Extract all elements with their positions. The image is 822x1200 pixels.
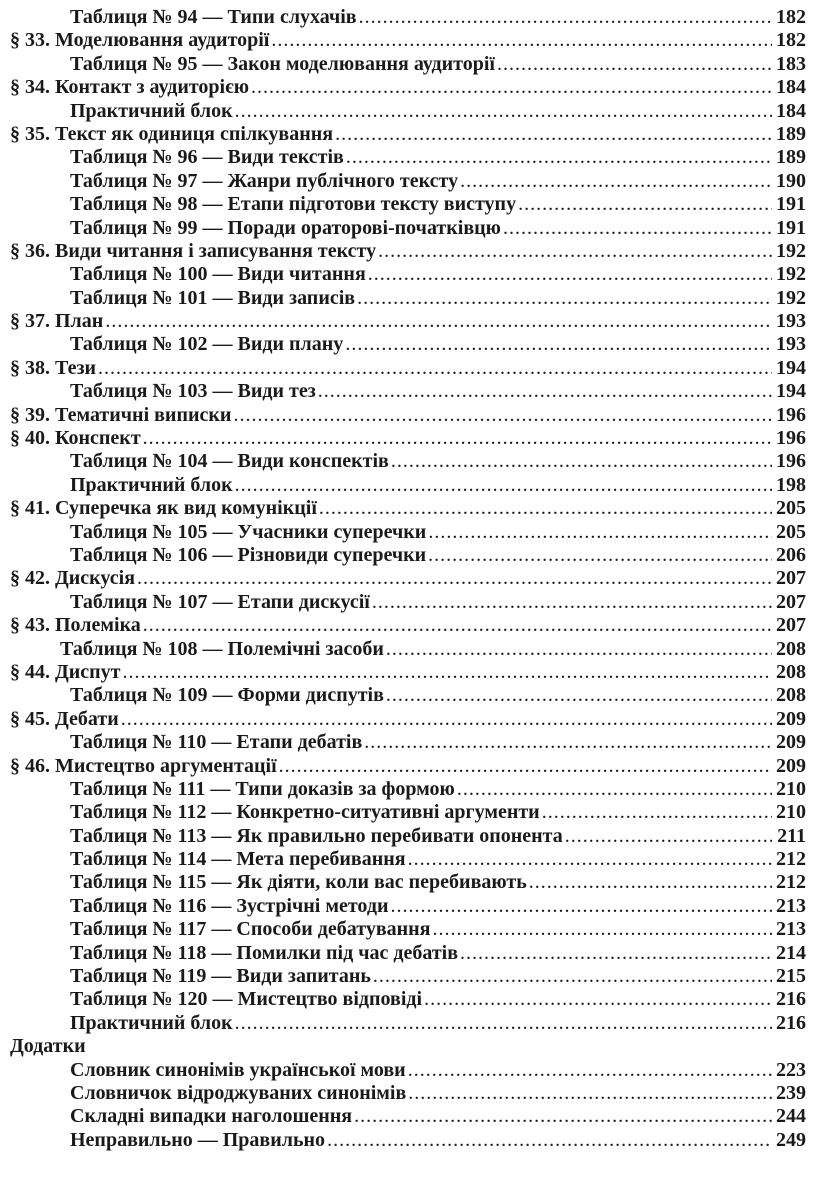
- toc-dot-leader: [408, 848, 772, 871]
- toc-entry: [0, 474, 822, 497]
- toc-page-number: 191: [776, 216, 806, 239]
- toc-page-number: 210: [776, 801, 806, 824]
- toc-page-number: 196: [776, 427, 806, 450]
- toc-page-number: 208: [776, 684, 806, 707]
- toc-dot-leader: [271, 29, 772, 52]
- toc-dot-leader: [143, 614, 772, 637]
- toc-dot-leader: [497, 53, 772, 76]
- toc-entry-title: Практичний блок: [70, 473, 233, 496]
- toc-page-number: 182: [776, 29, 806, 52]
- toc-entry-title: Таблиця № 113 — Як правильно перебивати опонента: [70, 824, 563, 847]
- toc-entry: [0, 965, 822, 988]
- toc-dot-leader: [137, 567, 772, 590]
- toc-entry: [0, 918, 822, 941]
- toc-dot-leader: [373, 965, 772, 988]
- toc-section-heading: [0, 1035, 822, 1058]
- toc-entry: [0, 684, 822, 707]
- toc-entry-title: § 37. План: [10, 310, 104, 333]
- toc-dot-leader: [235, 100, 772, 123]
- toc-page-number: 196: [776, 450, 806, 473]
- toc-page-number: 210: [776, 777, 806, 800]
- toc-entry-title: § 40. Конспект: [10, 427, 141, 450]
- toc-entry-title: Таблиця № 108 — Полемічні засоби: [60, 637, 384, 660]
- toc-entry-title: § 33. Моделювання аудиторії: [10, 29, 270, 52]
- toc-entry-title: § 41. Суперечка як вид комунікції: [10, 497, 317, 520]
- toc-dot-leader: [357, 287, 772, 310]
- toc-entry-title: Таблиця № 118 — Помилки під час дебатів: [70, 941, 459, 964]
- toc-entry-title: Таблиця № 107 — Етапи дискусії: [70, 590, 370, 613]
- toc-entry-title: Практичний блок: [70, 1011, 233, 1034]
- toc-entry-title: § 38. Тези: [10, 356, 97, 379]
- toc-entry-title: Таблиця № 120 — Мистецтво відповіді: [70, 988, 423, 1011]
- toc-dot-leader: [378, 240, 772, 263]
- toc-dot-leader: [460, 942, 772, 965]
- toc-entry-title: Практичний блок: [70, 99, 233, 122]
- toc-entry: [0, 544, 822, 567]
- toc-dot-leader: [98, 357, 772, 380]
- toc-page-number: 194: [776, 380, 806, 403]
- toc-entry-title: Таблиця № 106 — Різновиди суперечки: [70, 543, 427, 566]
- toc-entry-title: Таблиця № 119 — Види запитань: [70, 965, 371, 988]
- toc-page-number: 215: [776, 965, 806, 988]
- toc-entry: [0, 357, 822, 380]
- toc-dot-leader: [327, 1129, 772, 1152]
- toc-dot-leader: [457, 778, 772, 801]
- table-of-contents: [0, 6, 822, 1152]
- toc-entry: [0, 988, 822, 1011]
- toc-entry-title: Таблиця № 109 — Форми диспутів: [70, 684, 384, 707]
- toc-entry: [0, 591, 822, 614]
- toc-entry: [0, 1059, 822, 1082]
- toc-dot-leader: [390, 895, 772, 918]
- toc-entry: [0, 404, 822, 427]
- document-page: [0, 6, 822, 1200]
- toc-page-number: 198: [776, 473, 806, 496]
- toc-dot-leader: [428, 521, 772, 544]
- toc-page-number: 189: [776, 146, 806, 169]
- toc-dot-leader: [368, 263, 772, 286]
- toc-page-number: 209: [776, 707, 806, 730]
- toc-page-number: 189: [776, 122, 806, 145]
- toc-entry: [0, 731, 822, 754]
- toc-entry-title: § 34. Контакт з аудиторією: [10, 76, 250, 99]
- toc-page-number: 239: [776, 1081, 806, 1104]
- toc-page-number: 207: [776, 590, 806, 613]
- toc-dot-leader: [424, 988, 772, 1011]
- toc-entry: [0, 871, 822, 894]
- toc-dot-leader: [460, 170, 772, 193]
- toc-dot-leader: [318, 380, 772, 403]
- toc-page-number: 192: [776, 286, 806, 309]
- toc-page-number: 209: [776, 754, 806, 777]
- toc-entry: [0, 146, 822, 169]
- toc-dot-leader: [364, 731, 772, 754]
- toc-dot-leader: [123, 661, 772, 684]
- toc-dot-leader: [235, 474, 772, 497]
- toc-page-number: 209: [776, 731, 806, 754]
- toc-dot-leader: [251, 76, 772, 99]
- toc-entry-title: Словник синонімів української мови: [70, 1058, 406, 1081]
- toc-page-number: 207: [776, 567, 806, 590]
- toc-entry-title: Таблиця № 102 — Види плану: [70, 333, 344, 356]
- toc-entry: [0, 76, 822, 99]
- toc-entry-title: § 46. Мистецтво аргументації: [10, 754, 277, 777]
- toc-entry-title: § 42. Дискусія: [10, 567, 136, 590]
- toc-entry: [0, 942, 822, 965]
- toc-entry-title: Таблиця № 104 — Види конспектів: [70, 450, 389, 473]
- toc-entry: [0, 310, 822, 333]
- toc-entry: [0, 1105, 822, 1128]
- toc-page-number: 191: [776, 193, 806, 216]
- toc-entry-title: § 45. Дебати: [10, 707, 119, 730]
- toc-dot-leader: [279, 755, 772, 778]
- toc-entry-title: Таблиця № 112 — Конкретно-ситуативні аргументи: [70, 801, 540, 824]
- toc-entry-title: Таблиця № 105 — Учасники суперечки: [70, 520, 427, 543]
- toc-entry-title: § 36. Види читання і записування тексту: [10, 239, 377, 262]
- toc-dot-leader: [235, 1012, 772, 1035]
- toc-page-number: 244: [776, 1105, 806, 1128]
- toc-page-number: 207: [776, 614, 806, 637]
- toc-dot-leader: [359, 6, 772, 29]
- toc-page-number: 193: [776, 310, 806, 333]
- toc-entry: [0, 848, 822, 871]
- toc-dot-leader: [346, 146, 772, 169]
- toc-page-number: 216: [776, 1011, 806, 1034]
- toc-entry: [0, 123, 822, 146]
- toc-entry: [0, 170, 822, 193]
- toc-entry: [0, 895, 822, 918]
- toc-entry-title: § 44. Диспут: [10, 660, 121, 683]
- toc-entry-title: Таблиця № 100 — Види читання: [70, 263, 366, 286]
- toc-entry-title: Таблиця № 95 — Закон моделювання аудиторії: [70, 52, 495, 75]
- toc-entry-title: Таблиця № 97 — Жанри публічного тексту: [70, 169, 459, 192]
- toc-entry-title: Додатки: [10, 1035, 86, 1058]
- toc-page-number: 190: [776, 169, 806, 192]
- toc-entry-title: Таблиця № 117 — Способи дебатування: [70, 918, 431, 941]
- toc-dot-leader: [319, 497, 772, 520]
- toc-entry-title: Таблиця № 94 — Типи слухачів: [70, 6, 357, 28]
- toc-page-number: 184: [776, 99, 806, 122]
- toc-entry: [0, 217, 822, 240]
- toc-page-number: 211: [777, 824, 806, 847]
- toc-page-number: 206: [776, 543, 806, 566]
- toc-page-number: 223: [776, 1058, 806, 1081]
- toc-entry: [0, 778, 822, 801]
- toc-entry: [0, 567, 822, 590]
- toc-page-number: 214: [776, 941, 806, 964]
- toc-dot-leader: [428, 544, 772, 567]
- toc-entry: [0, 380, 822, 403]
- toc-page-number: 182: [776, 6, 806, 28]
- toc-entry: [0, 1012, 822, 1035]
- toc-entry-title: Складні випадки наголошення: [70, 1105, 353, 1128]
- toc-page-number: 213: [776, 894, 806, 917]
- toc-entry-title: Таблиця № 103 — Види тез: [70, 380, 316, 403]
- toc-page-number: 196: [776, 403, 806, 426]
- toc-entry: [0, 801, 822, 824]
- toc-entry: [0, 755, 822, 778]
- toc-entry: [0, 661, 822, 684]
- toc-dot-leader: [408, 1059, 772, 1082]
- toc-entry-title: § 39. Тематичні виписки: [10, 403, 232, 426]
- toc-entry: [0, 29, 822, 52]
- toc-entry: [0, 708, 822, 731]
- toc-page-number: 193: [776, 333, 806, 356]
- toc-entry: [0, 53, 822, 76]
- toc-entry-title: Неправильно — Правильно: [70, 1128, 326, 1151]
- toc-entry: [0, 614, 822, 637]
- toc-entry-title: Таблиця № 101 — Види записів: [70, 286, 356, 309]
- toc-page-number: 213: [776, 918, 806, 941]
- toc-page-number: 184: [776, 76, 806, 99]
- toc-entry: [0, 427, 822, 450]
- toc-dot-leader: [105, 310, 772, 333]
- toc-entry: [0, 450, 822, 473]
- toc-page-number: 205: [776, 520, 806, 543]
- toc-entry: [0, 1082, 822, 1105]
- toc-dot-leader: [121, 708, 772, 731]
- toc-dot-leader: [503, 217, 772, 240]
- toc-entry-title: Таблиця № 110 — Етапи дебатів: [70, 731, 363, 754]
- toc-entry: [0, 521, 822, 544]
- toc-entry: [0, 263, 822, 286]
- toc-dot-leader: [433, 918, 773, 941]
- toc-entry: [0, 287, 822, 310]
- toc-page-number: 212: [776, 848, 806, 871]
- toc-page-number: 208: [776, 660, 806, 683]
- toc-entry: [0, 193, 822, 216]
- toc-entry-title: Таблиця № 96 — Види текстів: [70, 146, 344, 169]
- toc-entry-title: Словничок відроджуваних синонімів: [70, 1081, 407, 1104]
- toc-page-number: 249: [776, 1128, 806, 1151]
- toc-dot-leader: [386, 638, 772, 661]
- toc-page-number: 192: [776, 263, 806, 286]
- toc-entry: [0, 825, 822, 848]
- toc-entry-title: Таблиця № 99 — Поради ораторові-початківцю: [70, 216, 501, 239]
- toc-entry: [0, 638, 822, 661]
- toc-page-number: 192: [776, 239, 806, 262]
- toc-dot-leader: [565, 825, 772, 848]
- toc-entry-title: Таблиця № 111 — Типи доказів за формою: [70, 777, 455, 800]
- toc-entry: [0, 240, 822, 263]
- toc-page-number: 194: [776, 356, 806, 379]
- toc-entry: [0, 100, 822, 123]
- toc-dot-leader: [354, 1105, 772, 1128]
- toc-dot-leader: [372, 591, 772, 614]
- toc-dot-leader: [335, 123, 772, 146]
- toc-dot-leader: [391, 450, 772, 473]
- toc-dot-leader: [529, 871, 772, 894]
- toc-dot-leader: [143, 427, 772, 450]
- toc-dot-leader: [542, 801, 772, 824]
- toc-entry-title: Таблиця № 98 — Етапи підготови тексту виступу: [70, 193, 517, 216]
- toc-entry: [0, 497, 822, 520]
- toc-page-number: 216: [776, 988, 806, 1011]
- toc-entry-title: Таблиця № 114 — Мета перебивання: [70, 848, 406, 871]
- toc-entry-title: Таблиця № 116 — Зустрічні методи: [70, 894, 389, 917]
- toc-page-number: 212: [776, 871, 806, 894]
- toc-dot-leader: [386, 684, 772, 707]
- toc-entry: [0, 1129, 822, 1152]
- toc-dot-leader: [408, 1082, 772, 1105]
- toc-page-number: 205: [776, 497, 806, 520]
- toc-dot-leader: [518, 193, 772, 216]
- toc-page-number: 208: [776, 637, 806, 660]
- toc-dot-leader: [233, 404, 772, 427]
- toc-page-number: 183: [776, 52, 806, 75]
- toc-entry-title: § 43. Полеміка: [10, 614, 141, 637]
- toc-entry: [0, 6, 822, 29]
- toc-dot-leader: [345, 333, 772, 356]
- toc-entry-title: § 35. Текст як одиниця спілкування: [10, 122, 334, 145]
- toc-entry-title: Таблиця № 115 — Як діяти, коли вас перебивають: [70, 871, 527, 894]
- toc-entry: [0, 333, 822, 356]
